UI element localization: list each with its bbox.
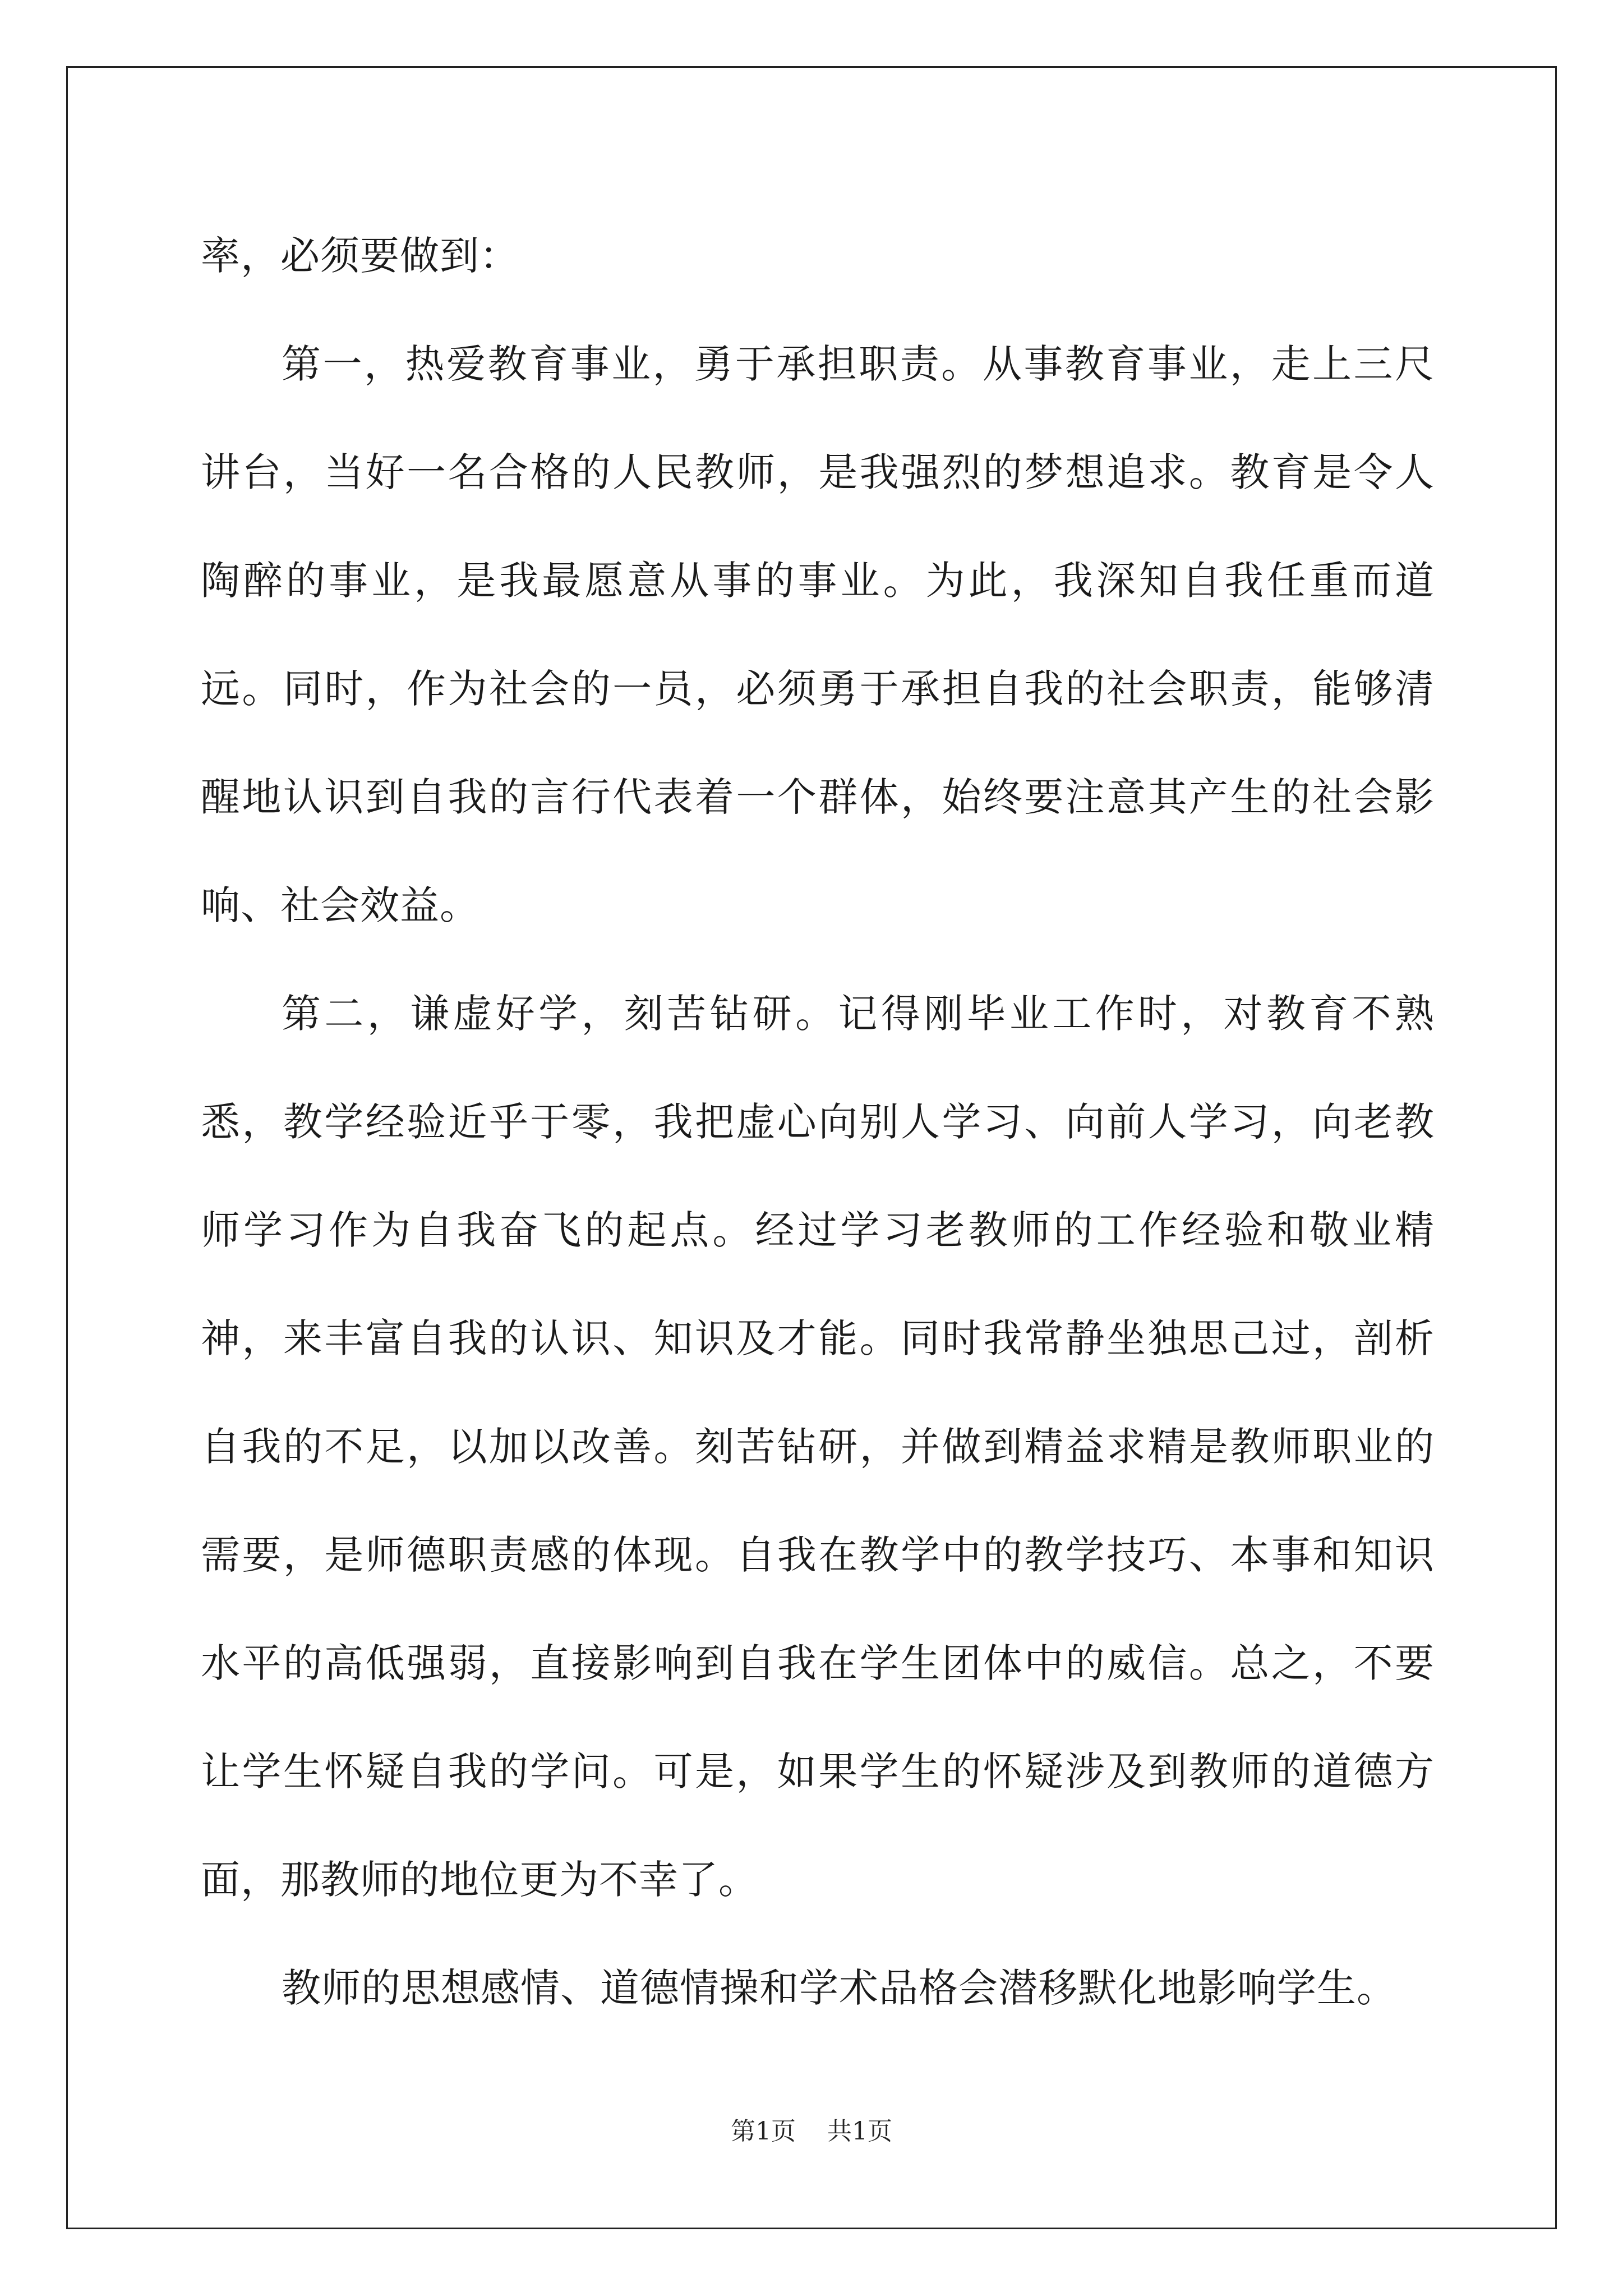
paragraph-3: 第二，谦虚好学，刻苦钻研。记得刚毕业工作时，对教育不熟悉，教学经验近乎于零，我把虚心向别人学习、向前人学习，向老教师学习作为自我奋飞的起点。经过学习老教师的工作经验和敬业精神，来丰富自我的认识、知识及才能。同时我常静坐独思己过，剖析自我的不足，以加以改善。刻苦钻研，并做到精益求精是教师职业的需要，是师德职责感的体现。自我在教学中的教学技巧、本事和知识水平的高低强弱，直接影响到自我在学生团体中的威信。总之，不要让学生怀疑自我的学问。可是，如果学生的怀疑涉及到教师的道德方面，那教师的地位更为不幸了。 — [201, 991, 1435, 1903]
paragraph-1: 率，必须要做到： — [201, 233, 519, 279]
document-body — [201, 202, 1435, 2042]
page-footer — [0, 2115, 1623, 2148]
paragraph-2: 第一，热爱教育事业，勇于承担职责。从事教育事业，走上三尺讲台，当好一名合格的人民教师，是我强烈的梦想追求。教育是令人陶醉的事业，是我最愿意从事的事业。为此，我深知自我任重而道远。同时，作为社会的一员，必须勇于承担自我的社会职责，能够清醒地认识到自我的言行代表着一个群体，始终要注意其产生的社会影响、社会效益。 — [201, 341, 1435, 928]
page-number: 第1页 — [731, 2117, 796, 2146]
page-total: 共1页 — [827, 2117, 892, 2146]
paragraph-4: 教师的思想感情、道德情操和学术品格会潜移默化地影响学生。 — [282, 1965, 1396, 2011]
